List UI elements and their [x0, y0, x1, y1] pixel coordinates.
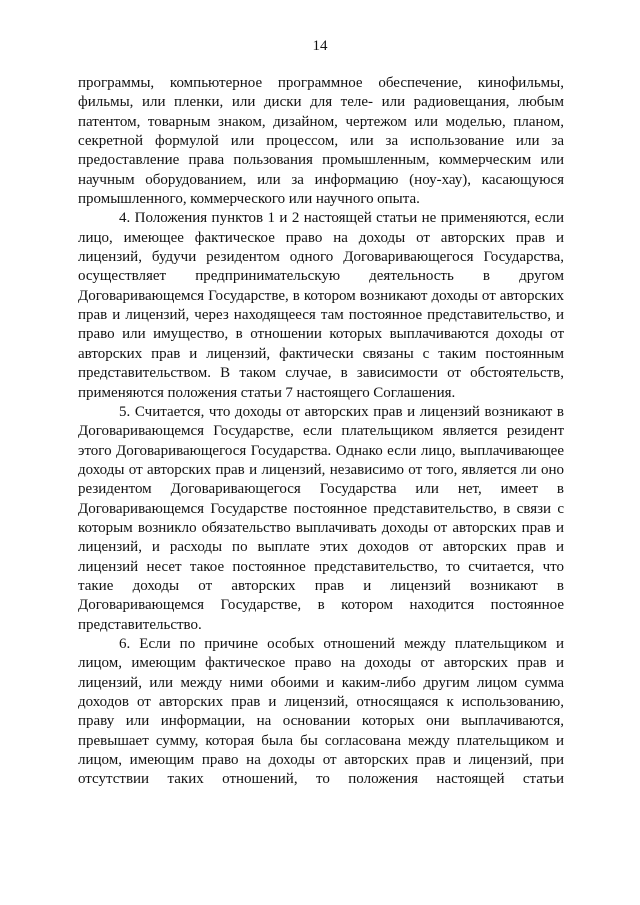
- paragraph-continuation: программы, компьютерное программное обеспечение, кинофильмы, фильмы, или пленки, или диски для теле- или радиовещания, любым патентом, товарным знаком, дизайном, чертежом или моделью, планом, секретной формулой или процессом, или за использование или за предоставление права пользования промышленным, коммерческим или научным оборудованием, или за информацию (ноу-хау), касающуюся промышленного, коммерческого или научного опыта.: [78, 75, 564, 208]
- paragraph-item-4: 4. Положения пунктов 1 и 2 настоящей статьи не применяются, если лицо, имеющее фактическое право на доходы от авторских прав и лицензий, будучи резидентом одного Договаривающегося Государства, осуществляет предпринимательскую деятельность в другом Договаривающемся Государстве, в котором возникают доходы от авторских прав и лицензий, через находящееся там постоянное представительство, и право или имущество, в отношении которых выплачиваются доходы от авторских прав и лицензий, фактически связаны с таким постоянным представительством. В таком случае, в зависимости от обстоятельств, применяются положения статьи 7 настоящего Соглашения.: [78, 210, 564, 401]
- page-number: 14: [312, 38, 328, 54]
- paragraph-item-6: 6. Если по причине особых отношений между плательщиком и лицом, имеющим фактическое право на доходы от авторских прав и лицензий, или между ними обоими и каким-либо другим лицом сумма доходов от авторских прав и лицензий, относящаяся к использованию, праву или информации, на основании которых они выплачиваются, превышает сумму, которая была бы согласована между плательщиком и лицом, имеющим право на доходы от авторских прав и лицензий, при отсутствии таких отношений, то положения настоящей статьи: [78, 635, 564, 788]
- paragraph-item-5: 5. Считается, что доходы от авторских прав и лицензий возникают в Договаривающемся Государстве, если плательщиком является резидент этого Договаривающегося Государства. Однако если лицо, выплачивающее доходы от авторских прав и лицензий, независимо от того, является ли оно резидентом Договаривающегося Государства или нет, имеет в Договаривающемся Государстве постоянное представительство, в связи с которым возникло обязательство выплачивать доходы от авторских прав и лицензий, и расходы по выплате этих доходов от авторских прав и лицензий несет такое постоянное представительство, то считается, что такие доходы от авторских прав и лицензий возникают в Договаривающемся Государстве, в котором находится постоянное представительство.: [78, 403, 564, 633]
- document-body: [78, 74, 564, 790]
